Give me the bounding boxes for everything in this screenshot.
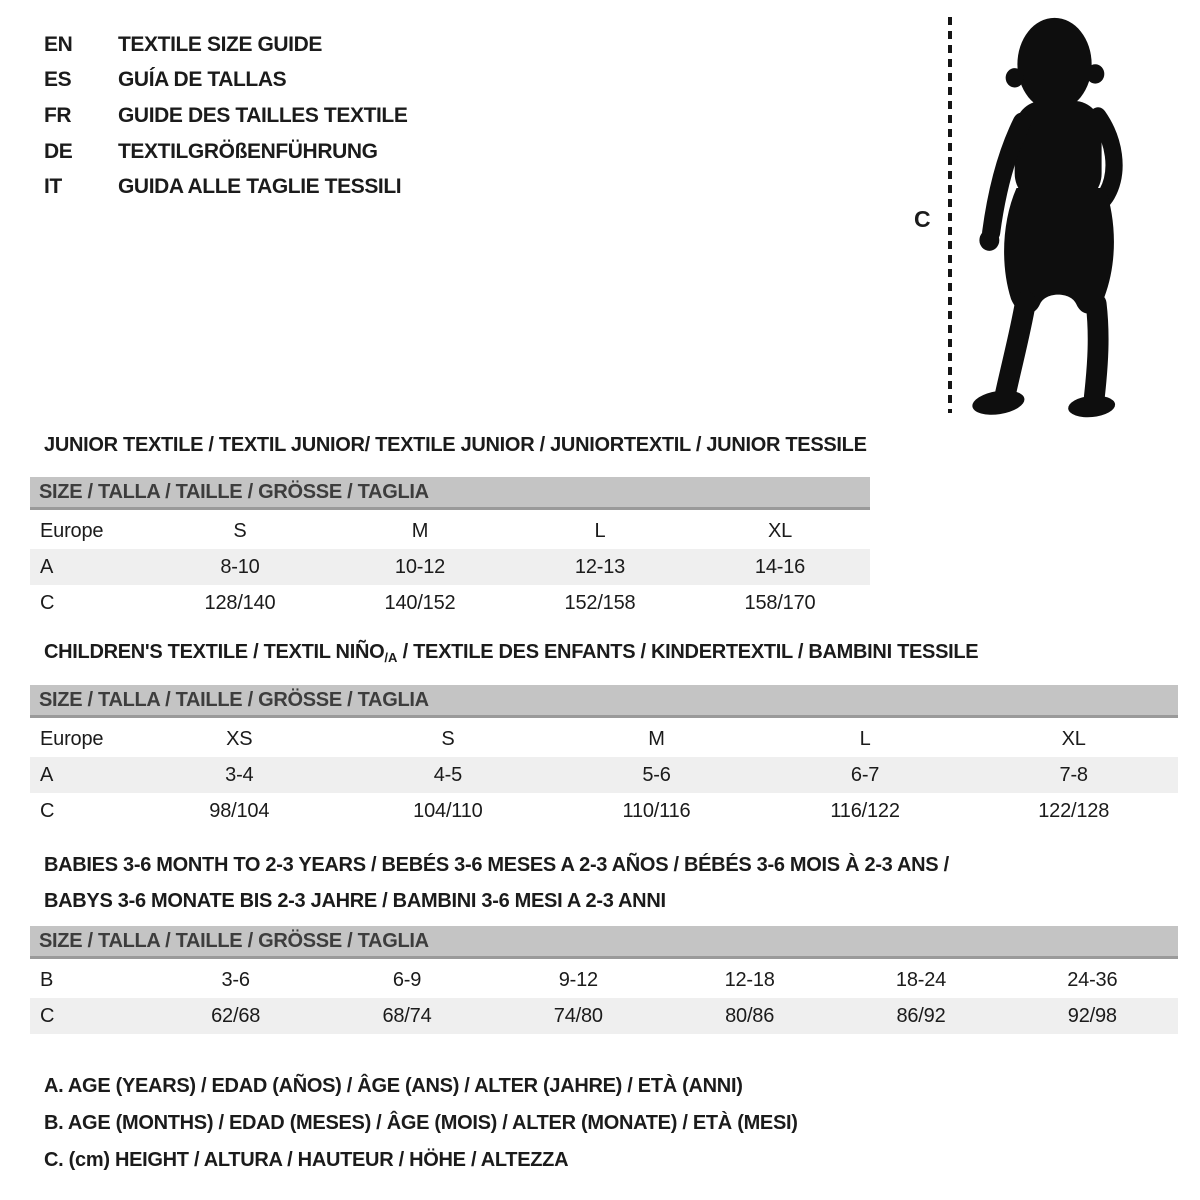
language-list xyxy=(44,27,407,205)
table-cell: 86/92 xyxy=(896,1004,946,1027)
row-label: Europe xyxy=(40,727,104,750)
babies-size-table xyxy=(30,926,1178,1034)
table-cell: 110/116 xyxy=(622,799,691,822)
table-row-age xyxy=(30,757,1178,793)
table-cell: 12-18 xyxy=(724,968,775,991)
row-label: A xyxy=(40,555,54,578)
table-row-height xyxy=(30,585,870,621)
column-header: S xyxy=(441,727,455,750)
language-code: ES xyxy=(44,68,72,92)
children-title-pre: CHILDREN'S TEXTILE / TEXTIL NIÑO xyxy=(44,641,385,663)
column-header: XS xyxy=(226,727,253,750)
footnote-height-cm: C. (cm) HEIGHT / ALTURA / HAUTEUR / HÖHE / ALTEZZA xyxy=(44,1149,569,1171)
row-label: C xyxy=(40,1004,55,1027)
language-title: GUIDE DES TAILLES TEXTILE xyxy=(118,103,408,127)
babies-textile-section xyxy=(30,847,1178,1034)
table-cell: 74/80 xyxy=(553,1004,603,1027)
table-cell: 12-13 xyxy=(574,555,626,578)
column-header: L xyxy=(859,727,871,750)
table-cell: 62/68 xyxy=(211,1004,261,1027)
table-cell: 3-4 xyxy=(225,763,254,786)
babies-title-line1: BABIES 3-6 MONTH TO 2-3 YEARS / BEBÉS 3-6 MESES A 2-3 AÑOS / BÉBÉS 3-6 MOIS À 2-3 ANS / xyxy=(44,854,949,876)
column-header: XL xyxy=(767,519,793,542)
row-label: B xyxy=(40,968,54,991)
babies-title-line2: BABYS 3-6 MONATE BIS 2-3 JAHRE / BAMBINI 3-6 MESI A 2-3 ANNI xyxy=(44,890,666,912)
language-title: GUIDA ALLE TAGLIE TESSILI xyxy=(118,175,402,199)
language-title: GUÍA DE TALLAS xyxy=(118,68,287,92)
table-cell: 104/110 xyxy=(413,799,483,822)
size-header-bar: SIZE / TALLA / TAILLE / GRÖSSE / TAGLIA xyxy=(30,477,870,510)
column-header: M xyxy=(411,519,429,542)
table-cell: 116/122 xyxy=(830,799,900,822)
table-row-height xyxy=(30,793,1178,829)
junior-size-table xyxy=(30,477,870,621)
table-row-age xyxy=(30,549,870,585)
table-cell: 92/98 xyxy=(1067,1004,1117,1027)
language-row-en xyxy=(44,27,407,63)
row-label: C xyxy=(40,799,55,822)
height-dimension-label: C xyxy=(914,206,931,232)
table-cell: 122/128 xyxy=(1038,799,1110,822)
table-cell: 3-6 xyxy=(221,968,250,991)
table-cell: 18-24 xyxy=(895,968,947,991)
table-cell: 6-9 xyxy=(392,968,422,991)
table-cell: 7-8 xyxy=(1059,763,1088,786)
column-header: L xyxy=(594,519,606,542)
size-header-bar: SIZE / TALLA / TAILLE / GRÖSSE / TAGLIA xyxy=(30,685,1178,718)
language-code: EN xyxy=(44,32,73,56)
language-row-fr xyxy=(44,98,407,134)
row-label: C xyxy=(40,591,55,614)
table-cell: 4-5 xyxy=(433,763,463,786)
table-cell: 24-36 xyxy=(1067,968,1118,991)
footnote-age-years: A. AGE (YEARS) / EDAD (AÑOS) / ÂGE (ANS) / ALTER (JAHRE) / ETÀ (ANNI) xyxy=(44,1075,743,1097)
language-title: TEXTILGRÖßENFÜHRUNG xyxy=(118,139,378,163)
table-cell: 14-16 xyxy=(754,555,806,578)
junior-section-title: JUNIOR TEXTILE / TEXTIL JUNIOR/ TEXTILE JUNIOR / JUNIORTEXTIL / JUNIOR TESSILE xyxy=(44,434,867,456)
babies-section-title xyxy=(44,847,1178,919)
row-label: A xyxy=(40,763,54,786)
size-header-bar: SIZE / TALLA / TAILLE / GRÖSSE / TAGLIA xyxy=(30,926,1178,959)
footnotes xyxy=(44,1068,798,1179)
language-title: TEXTILE SIZE GUIDE xyxy=(118,32,322,56)
language-row-de xyxy=(44,134,407,170)
table-row-age-months xyxy=(30,962,1178,998)
table-cell: 5-6 xyxy=(642,763,671,786)
table-cell: 6-7 xyxy=(850,763,880,786)
column-header: S xyxy=(233,519,247,542)
language-row-it xyxy=(44,169,407,205)
table-cell: 8-10 xyxy=(220,555,260,578)
junior-textile-section xyxy=(30,434,870,621)
height-measure-figure xyxy=(900,0,1200,432)
table-cell: 140/152 xyxy=(384,591,456,614)
table-cell: 152/158 xyxy=(564,591,636,614)
footnote-age-months: B. AGE (MONTHS) / EDAD (MESES) / ÂGE (MOIS) / ALTER (MONATE) / ETÀ (MESI) xyxy=(44,1112,798,1134)
children-section-title xyxy=(44,641,1178,665)
column-header: M xyxy=(648,727,665,750)
table-cell: 128/140 xyxy=(204,591,276,614)
toddler-silhouette-icon xyxy=(964,14,1136,420)
table-cell: 9-12 xyxy=(558,968,598,991)
height-dimension-line xyxy=(946,15,954,415)
children-textile-section xyxy=(30,641,1178,829)
table-cell: 80/86 xyxy=(725,1004,775,1027)
column-header: XL xyxy=(1061,727,1086,750)
children-title-post: / TEXTILE DES ENFANTS / KINDERTEXTIL / BAMBINI TESSILE xyxy=(397,641,979,663)
table-cell: 10-12 xyxy=(394,555,446,578)
language-code: IT xyxy=(44,175,62,199)
table-cell: 158/170 xyxy=(744,591,816,614)
children-size-table xyxy=(30,685,1178,829)
language-code: FR xyxy=(44,103,72,127)
table-row-europe xyxy=(30,721,1178,757)
language-code: DE xyxy=(44,139,73,163)
children-title-subscript: /A xyxy=(384,650,398,665)
language-row-es xyxy=(44,63,407,99)
table-cell: 98/104 xyxy=(209,799,270,822)
table-row-height xyxy=(30,998,1178,1034)
table-row-europe xyxy=(30,513,870,549)
table-cell: 68/74 xyxy=(382,1004,432,1027)
row-label: Europe xyxy=(40,519,104,542)
